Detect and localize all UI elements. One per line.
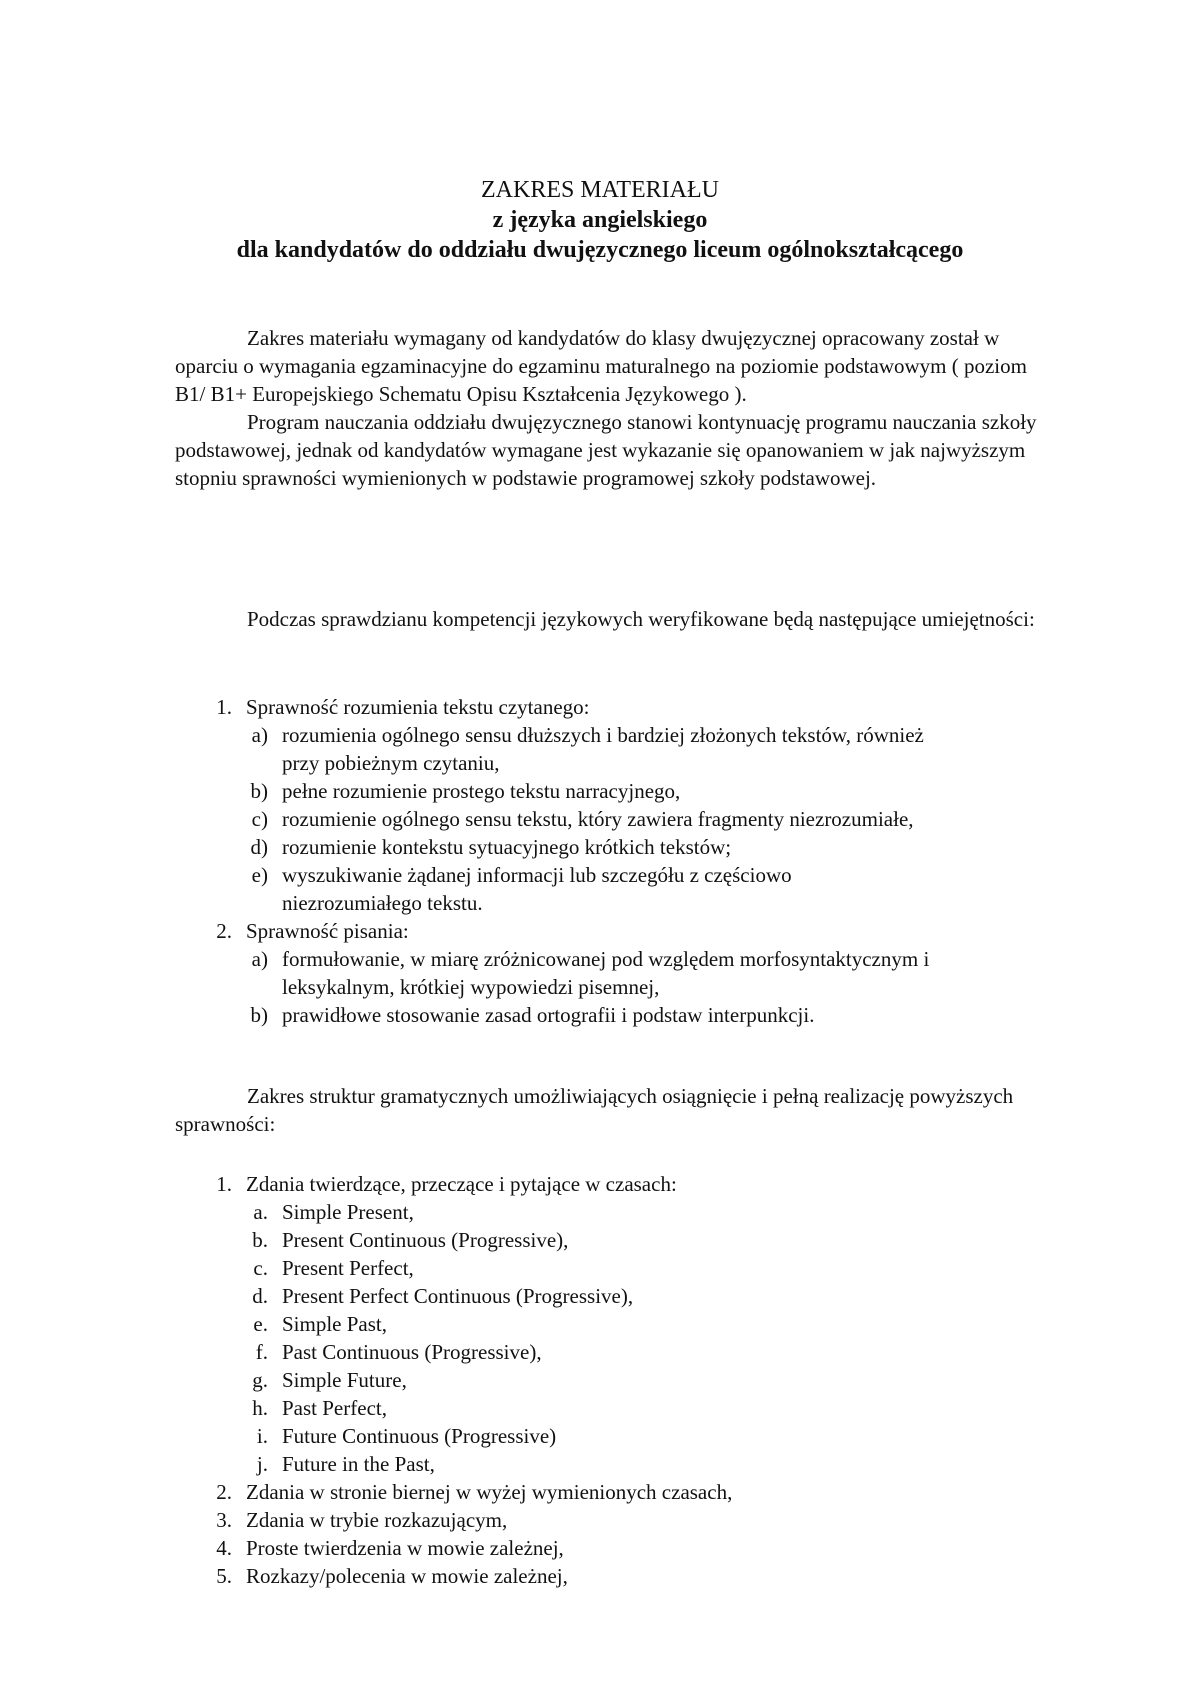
- skills-intro-paragraph: Podczas sprawdzianu kompetencji językowych weryfikowane będą następujące umiejętności:: [247, 607, 1035, 631]
- grammar-item-1-sub-g-marker: g.: [252, 1368, 268, 1392]
- skill-item-1-sub-b-marker: b): [250, 779, 268, 803]
- title-line-2: z języka angielskiego: [492, 207, 708, 233]
- title-line-1: ZAKRES MATERIAŁU: [481, 177, 719, 203]
- skill-item-1-sub-a-marker: a): [251, 723, 268, 747]
- skill-item-1-sub-c-marker: c): [251, 807, 268, 831]
- grammar-item-1-marker: 1.: [216, 1172, 232, 1196]
- grammar-item-3-text: Zdania w trybie rozkazującym,: [246, 1508, 508, 1532]
- grammar-intro: [175, 1082, 1055, 1138]
- skill-item-1-sub-b-text: pełne rozumienie prostego tekstu narracyjnego,: [282, 779, 681, 803]
- grammar-item-1-sub-f-text: Past Continuous (Progressive),: [282, 1340, 542, 1364]
- skill-item-1-sub-e-text: wyszukiwanie żądanej informacji lub szczegółu z częściowo: [282, 863, 792, 887]
- grammar-item-1-sub-e-marker: e.: [253, 1312, 268, 1336]
- skill-item-2-sub-a-text: formułowanie, w miarę zróżnicowanej pod względem morfosyntaktycznym i: [282, 947, 930, 971]
- title-line-3: dla kandydatów do oddziału dwujęzycznego liceum ogólnokształcącego: [236, 237, 964, 263]
- document-title: [0, 175, 1200, 265]
- grammar-item-1-sub-b-marker: b.: [252, 1228, 268, 1252]
- grammar-item-1-sub-i-marker: i.: [256, 1424, 268, 1448]
- grammar-item-1-sub-f-marker: f.: [255, 1340, 268, 1364]
- skill-item-2-sub-a-marker: a): [251, 947, 268, 971]
- grammar-item-1-sub-j-marker: j.: [256, 1452, 268, 1476]
- skill-item-2-marker: 2.: [216, 919, 232, 943]
- grammar-item-1-sub-d-text: Present Perfect Continuous (Progressive),: [282, 1284, 634, 1308]
- skill-item-1-sub-a-text: rozumienia ogólnego sensu dłuższych i bardziej złożonych tekstów, również: [282, 723, 924, 747]
- grammar-item-2-text: Zdania w stronie biernej w wyżej wymienionych czasach,: [246, 1480, 733, 1504]
- skill-item-1-text: Sprawność rozumienia tekstu czytanego:: [246, 695, 590, 719]
- grammar-item-1-sub-g-text: Simple Future,: [282, 1368, 407, 1392]
- grammar-item-2-marker: 2.: [216, 1480, 232, 1504]
- grammar-item-3-marker: 3.: [216, 1508, 232, 1532]
- grammar-item-1-sub-c-marker: c.: [253, 1256, 268, 1280]
- grammar-item-1-sub-e-text: Simple Past,: [282, 1312, 388, 1336]
- grammar-item-1-sub-d-marker: d.: [252, 1284, 268, 1308]
- grammar-item-4-text: Proste twierdzenia w mowie zależnej,: [246, 1536, 564, 1560]
- grammar-item-1-sub-h-marker: h.: [252, 1396, 268, 1420]
- skill-item-2-sub-a-line-2-text: leksykalnym, krótkiej wypowiedzi pisemnej,: [282, 975, 660, 999]
- grammar-item-1-sub-j-text: Future in the Past,: [282, 1452, 435, 1476]
- grammar-item-1-sub-i-text: Future Continuous (Progressive): [282, 1424, 557, 1448]
- skill-item-2-text: Sprawność pisania:: [246, 919, 409, 943]
- grammar-item-1-sub-c-text: Present Perfect,: [282, 1256, 414, 1280]
- skill-item-1-sub-c-text: rozumienie ogólnego sensu tekstu, który zawiera fragmenty niezrozumiałe,: [282, 807, 914, 831]
- skills-intro: [175, 605, 1055, 633]
- grammar-item-4-marker: 4.: [216, 1536, 232, 1560]
- skill-item-1-sub-e-line-2-text: niezrozumiałego tekstu.: [282, 891, 483, 915]
- intro-paragraph-1: Zakres materiału wymagany od kandydatów do klasy dwujęzycznej opracowany został w oparciu o wymagania egzaminacyjne do egzaminu maturalnego na poziomie podstawowym ( poziom B1/ B1+ Europejskiego Schematu Opisu Kształcenia Językowego ).: [175, 326, 1027, 406]
- grammar-intro-paragraph: Zakres struktur gramatycznych umożliwiających osiągnięcie i pełną realizację powyższych sprawności:: [175, 1084, 1014, 1136]
- skill-item-1-sub-e-marker: e): [251, 863, 268, 887]
- grammar-item-5-marker: 5.: [216, 1564, 232, 1588]
- skill-item-1-sub-d-text: rozumienie kontekstu sytuacyjnego krótkich tekstów;: [282, 835, 732, 859]
- intro-section: [175, 324, 1055, 492]
- grammar-item-1-sub-h-text: Past Perfect,: [282, 1396, 387, 1420]
- intro-paragraph-2: Program nauczania oddziału dwujęzycznego stanowi kontynuację programu nauczania szkoły podstawowej, jednak od kandydatów wymagane jest wykazanie się opanowaniem w jak najwyższym stopniu sprawności wymienionych w podstawie programowej szkoły podstawowej.: [175, 410, 1037, 490]
- skill-item-2-sub-b-marker: b): [250, 1003, 268, 1027]
- skill-item-2-sub-b-text: prawidłowe stosowanie zasad ortografii i podstaw interpunkcji.: [282, 1003, 815, 1027]
- grammar-item-1-sub-b-text: Present Continuous (Progressive),: [282, 1228, 569, 1252]
- grammar-item-1-sub-a-marker: a.: [253, 1200, 268, 1224]
- skill-item-1-marker: 1.: [216, 695, 232, 719]
- grammar-item-1-sub-a-text: Simple Present,: [282, 1200, 414, 1224]
- grammar-item-1-text: Zdania twierdzące, przeczące i pytające w czasach:: [246, 1172, 677, 1196]
- grammar-item-5-text: Rozkazy/polecenia w mowie zależnej,: [246, 1564, 568, 1588]
- skill-item-1-sub-d-marker: d): [250, 835, 268, 859]
- skill-item-1-sub-a-line-2-text: przy pobieżnym czytaniu,: [282, 751, 500, 775]
